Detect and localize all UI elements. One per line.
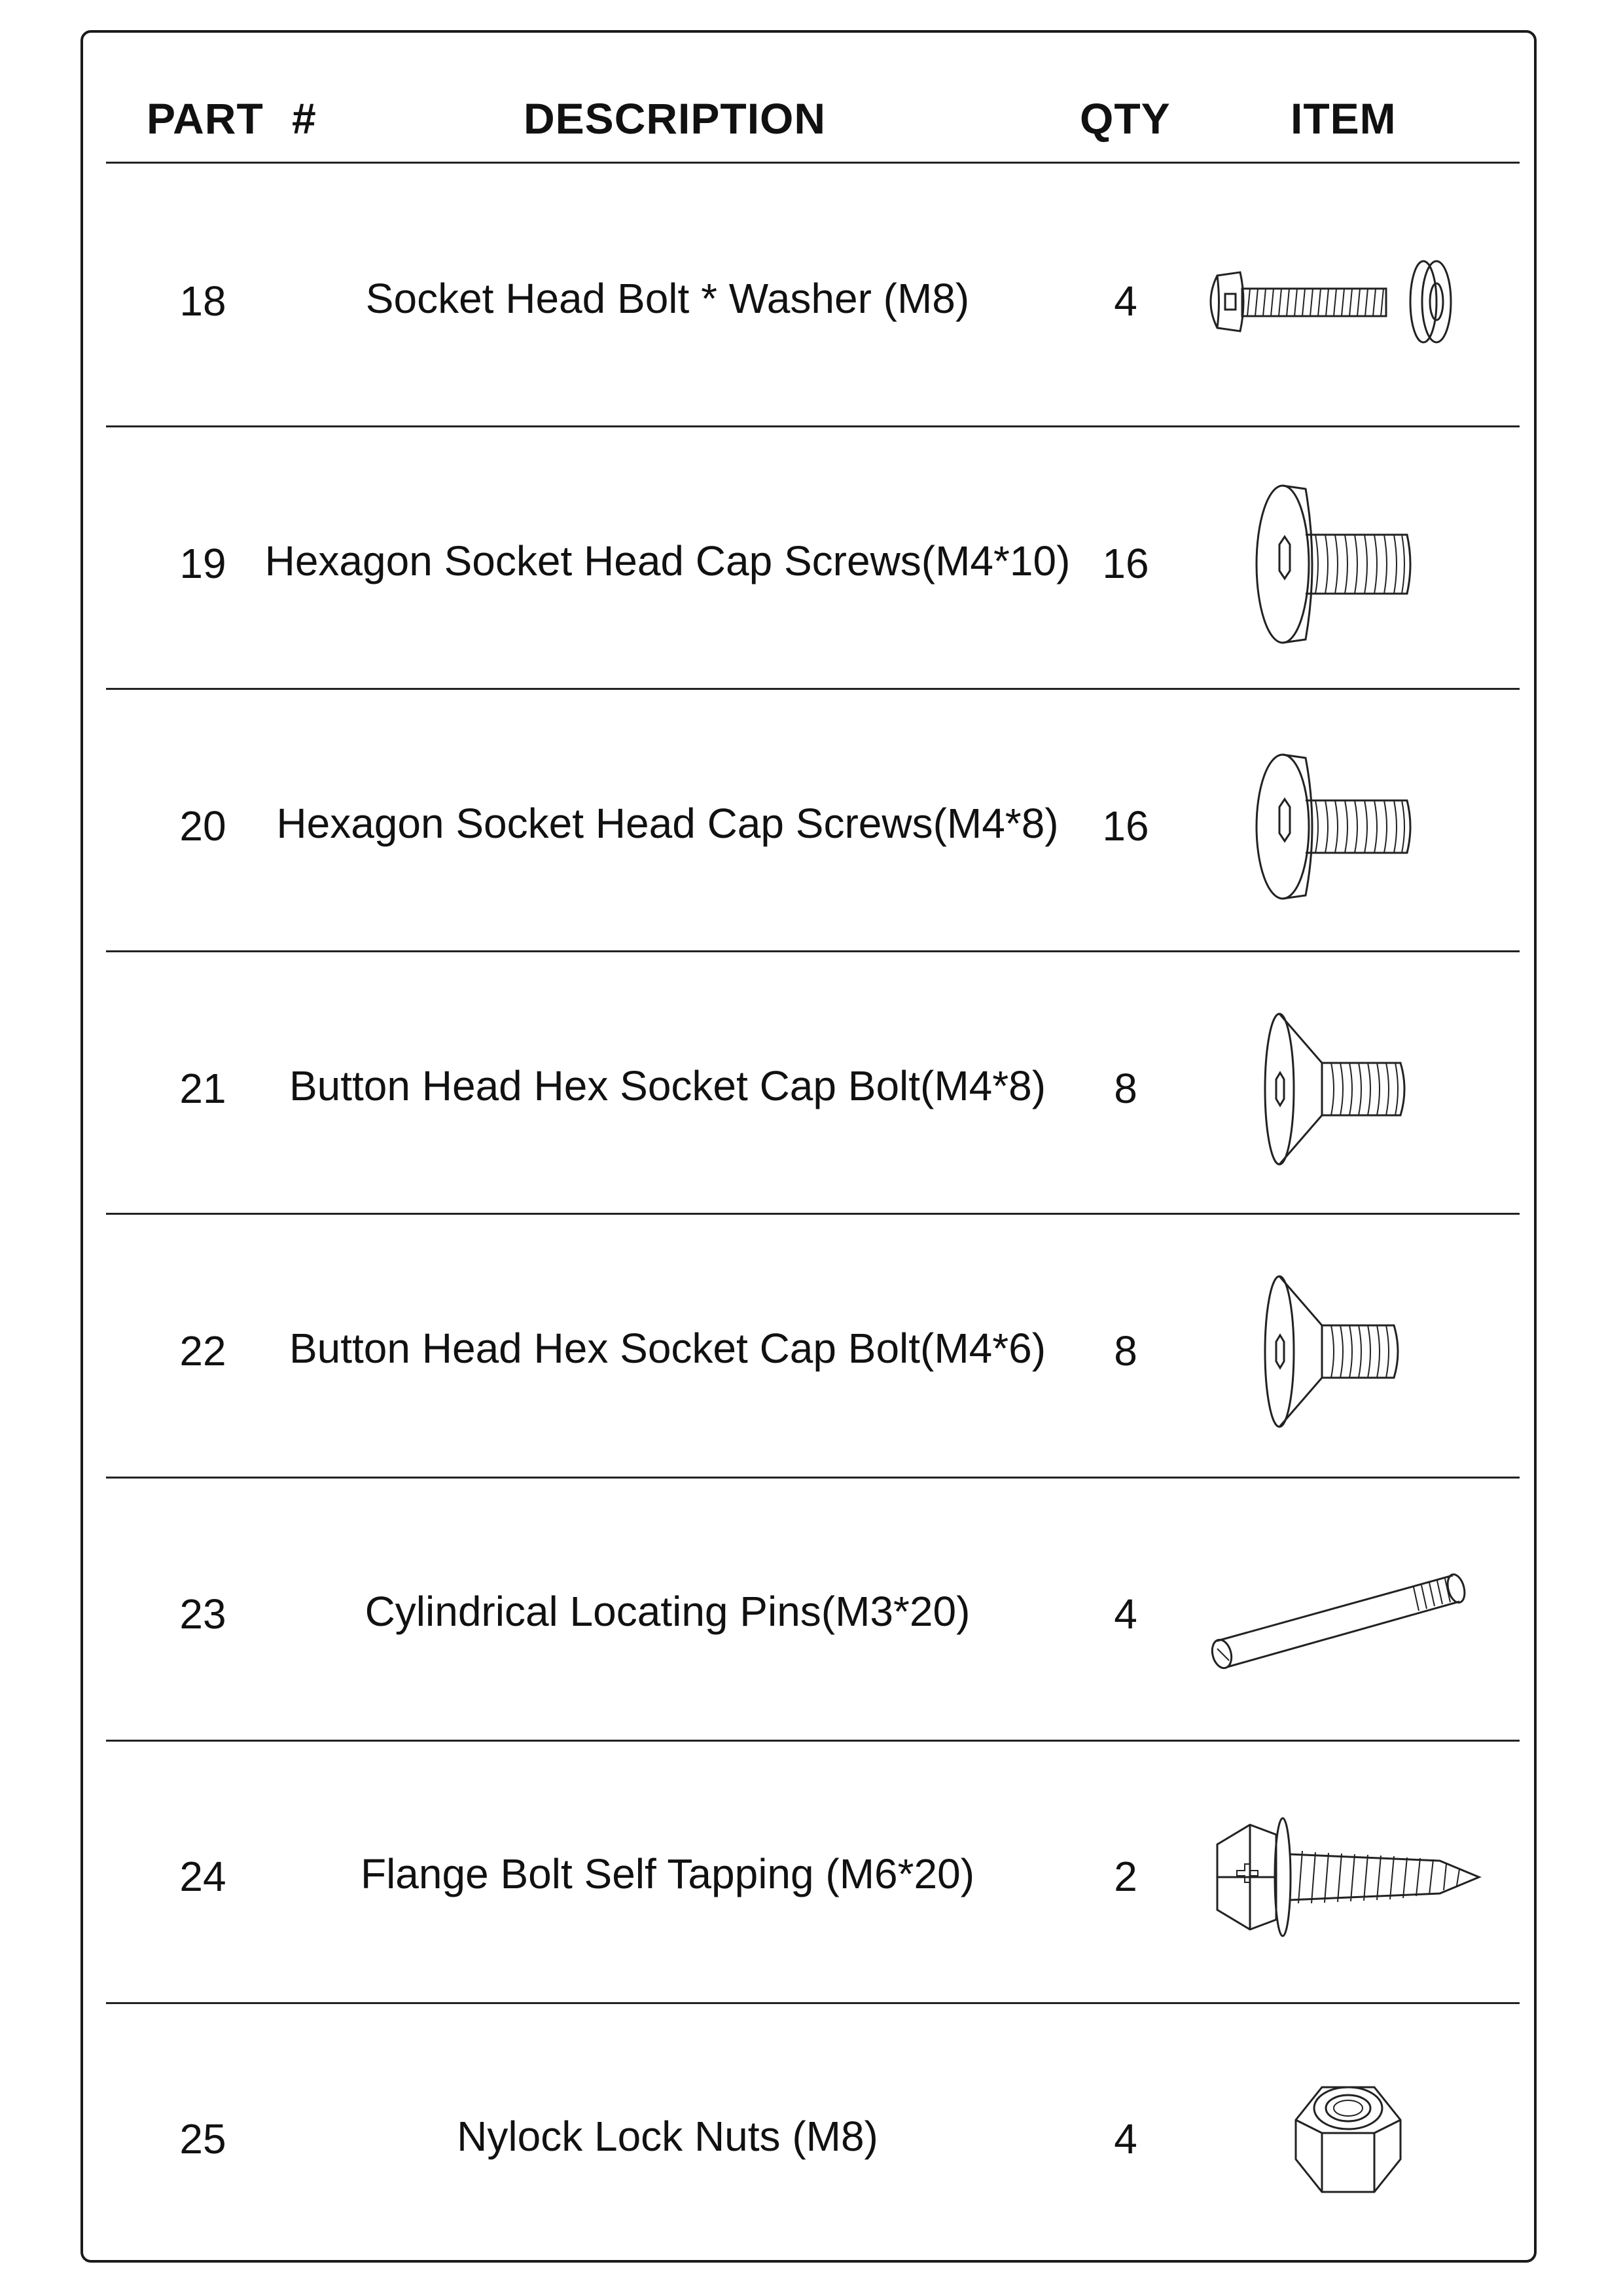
table-row xyxy=(0,1221,1623,1482)
part-number: 25 xyxy=(179,2115,226,2162)
header-part: PART xyxy=(147,94,264,143)
part-number: 21 xyxy=(179,1065,226,1112)
part-description: Nylock Lock Nuts (M8) xyxy=(457,2113,878,2160)
table-row xyxy=(0,1484,1623,1746)
divider xyxy=(106,162,1520,164)
countersunk-bolt-m4x6-icon xyxy=(1191,1247,1492,1456)
part-qty: 2 xyxy=(1114,1853,1137,1900)
part-qty: 4 xyxy=(1114,1590,1137,1638)
part-number: 22 xyxy=(179,1327,226,1374)
part-description: Flange Bolt Self Tapping (M6*20) xyxy=(360,1850,975,1897)
cap-screw-m4x10-icon xyxy=(1191,459,1492,669)
table-row xyxy=(0,433,1623,695)
part-number: 19 xyxy=(179,540,226,587)
part-description: Hexagon Socket Head Cap Screws(M4*8) xyxy=(276,800,1059,847)
part-number: 23 xyxy=(179,1590,226,1638)
part-number: 20 xyxy=(179,802,226,850)
part-qty: 4 xyxy=(1114,278,1137,325)
part-qty: 16 xyxy=(1102,540,1149,587)
table-row xyxy=(0,171,1623,433)
header-qty: QTY xyxy=(1080,94,1171,143)
part-qty: 8 xyxy=(1114,1065,1137,1112)
part-description: Cylindrical Locating Pins(M3*20) xyxy=(365,1588,971,1635)
countersunk-bolt-m4x8-icon xyxy=(1191,984,1492,1194)
table-row xyxy=(0,696,1623,958)
part-qty: 16 xyxy=(1102,802,1149,850)
part-description: Socket Head Bolt * Washer (M8) xyxy=(365,275,970,322)
table-row xyxy=(0,958,1623,1220)
part-description: Button Head Hex Socket Cap Bolt(M4*8) xyxy=(289,1062,1046,1109)
part-qty: 8 xyxy=(1114,1327,1137,1374)
part-number: 24 xyxy=(179,1853,226,1900)
cap-screw-m4x8-icon xyxy=(1191,722,1492,931)
nylock-nut-icon xyxy=(1191,2035,1492,2244)
table-row xyxy=(0,2009,1623,2270)
header-hash: # xyxy=(292,94,317,143)
header-description: DESCRIPTION xyxy=(524,94,827,143)
header-item: ITEM xyxy=(1291,94,1397,143)
flange-bolt-self-tapping-icon xyxy=(1191,1772,1492,1982)
table-row xyxy=(0,1746,1623,2008)
part-description: Button Head Hex Socket Cap Bolt(M4*6) xyxy=(289,1325,1046,1372)
socket-head-bolt-washer-icon xyxy=(1191,197,1492,406)
part-qty: 4 xyxy=(1114,2115,1137,2162)
part-description: Hexagon Socket Head Cap Screws(M4*10) xyxy=(264,537,1071,584)
locating-pin-icon xyxy=(1191,1510,1492,1719)
part-number: 18 xyxy=(179,278,226,325)
